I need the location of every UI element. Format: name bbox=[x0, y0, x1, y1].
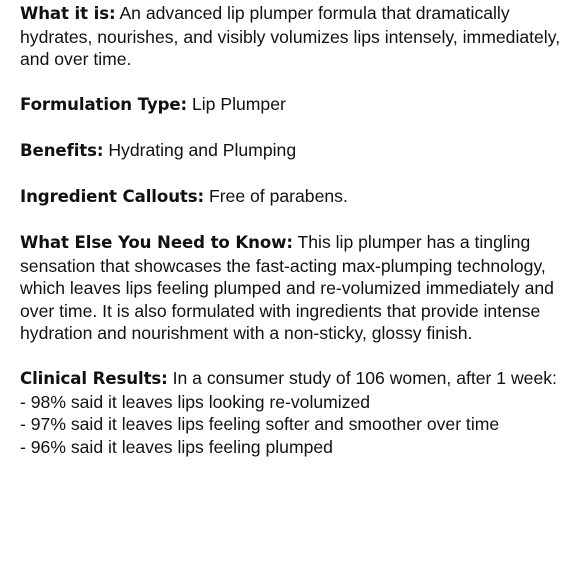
section-what-it-is bbox=[20, 2, 568, 71]
section-clinical-results bbox=[20, 367, 568, 458]
list-item: - 98% said it leaves lips looking re-volumized bbox=[20, 391, 371, 412]
section-label: What Else You Need to Know: bbox=[20, 233, 293, 252]
section-label: Formulation Type: bbox=[20, 95, 188, 114]
section-text: Hydrating and Plumping bbox=[103, 140, 297, 160]
section-formulation-type bbox=[20, 93, 568, 117]
section-text: This lip plumper has a tingling sensation that showcases the fast-acting max-plumping technology, which leaves lips feeling plumped and re-volumized immediately and over time. It is also formulated with ingredients that provide intense hydration and nourishment with a non-sticky, glossy finish. bbox=[20, 232, 554, 343]
section-text: An advanced lip plumper formula that dramatically hydrates, nourishes, and visibly volumizes lips intensely, immediately, and over time. bbox=[20, 3, 561, 69]
list-item: - 96% said it leaves lips feeling plumped bbox=[20, 436, 333, 457]
section-label: What it is: bbox=[20, 4, 116, 23]
section-label: Clinical Results: bbox=[20, 369, 168, 388]
section-text: Lip Plumper bbox=[187, 94, 286, 114]
section-ingredient-callouts bbox=[20, 185, 568, 209]
section-label: Benefits: bbox=[20, 141, 104, 160]
section-text: Free of parabens. bbox=[204, 186, 348, 206]
section-benefits bbox=[20, 139, 568, 163]
list-item: - 97% said it leaves lips feeling softer and smoother over time bbox=[20, 414, 500, 434]
section-label: Ingredient Callouts: bbox=[20, 187, 205, 206]
section-text: In a consumer study of 106 women, after 1 week: bbox=[167, 368, 557, 388]
section-what-else bbox=[20, 231, 568, 345]
